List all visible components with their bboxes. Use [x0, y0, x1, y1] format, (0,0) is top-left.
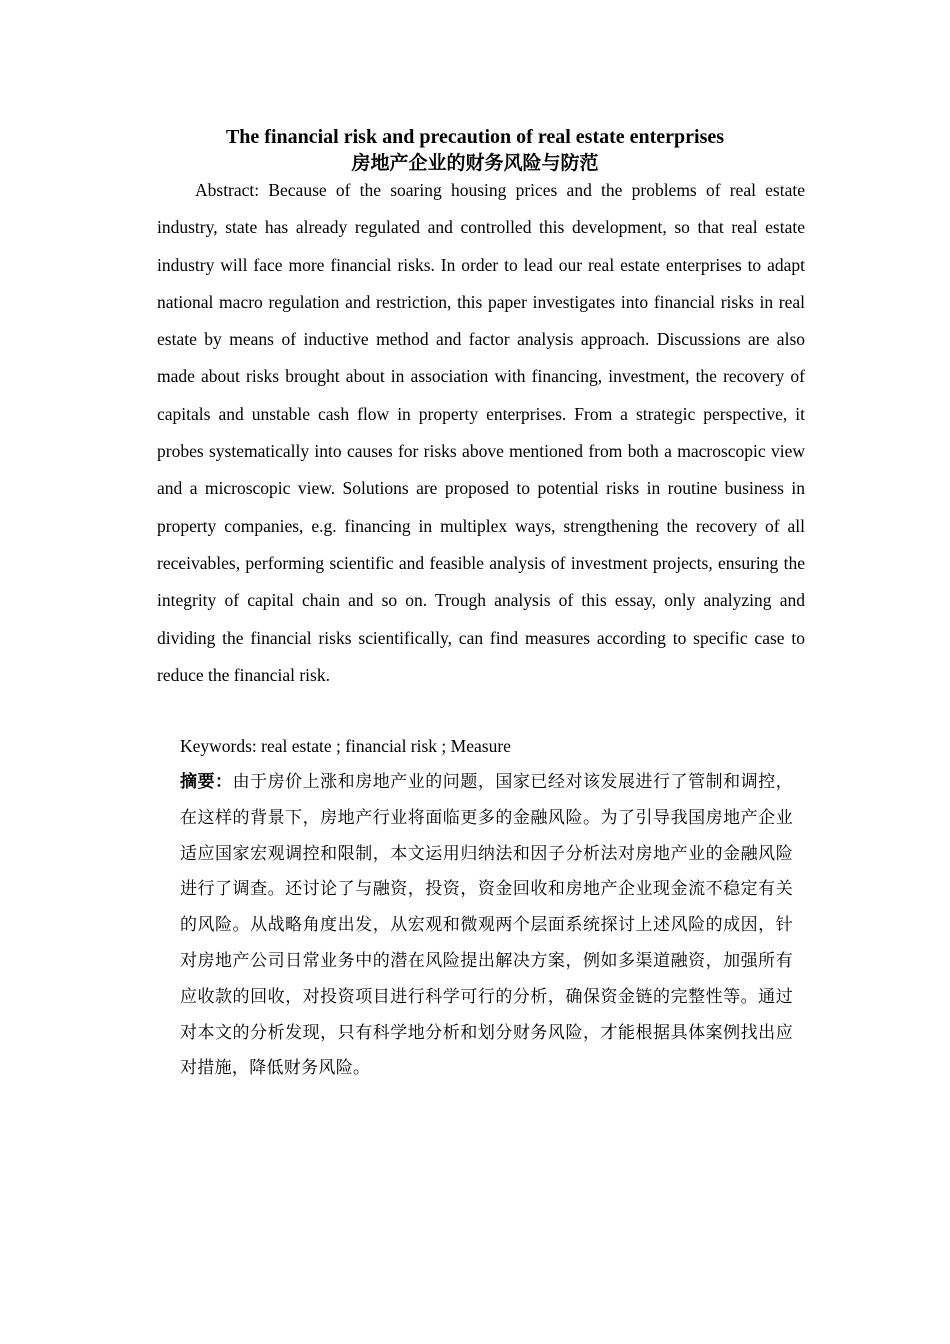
abstract-chinese-label: 摘要： — [180, 772, 233, 792]
title-chinese: 房地产企业的财务风险与防范 — [351, 152, 599, 174]
title-english: The financial risk and precaution of real estate enterprises — [225, 126, 725, 148]
abstract-english: Abstract: Because of the soaring housing prices and the problems of real estate industry, state has already regulated and controlled this development, so that real estate industry will face more financial risks. In order to lead our real estate enterprises to adapt national macro regulation and restriction, this paper investigates into financial risks in real estate by means of inductive method and factor analysis approach. Discussions are also made about risks brought about in association with financing, investment, the recovery of capitals and unstable cash flow in property enterprises. From a strategic perspective, it probes systematically into causes for risks above mentioned from both a macroscopic view and a microscopic view. Solutions are proposed to potential risks in routine business in property companies, e.g. financing in multiplex ways, strengthening the recovery of all receivables, performing scientific and feasible analysis of investment projects, ensuring the integrity of capital chain and so on. Trough analysis of this essay, only analyzing and dividing the financial risks scientifically, can find measures according to specific case to reduce the financial risk. — [157, 180, 805, 685]
abstract-chinese-text: 由于房价上涨和房地产业的问题，国家已经对该发展进行了管制和调控，在这样的背景下，房地产行业将面临更多的金融风险。为了引导我国房地产企业适应国家宏观调控和限制，本文运用归纳法和因子分析法对房地产业的金融风险进行了调查。还讨论了与融资，投资，资金回收和房地产企业现金流不稳定有关的风险。从战略角度出发，从宏观和微观两个层面系统探讨上述风险的成因，针对房地产公司日常业务中的潜在风险提出解决方案，例如多渠道融资，加强所有应收款的回收，对投资项目进行科学可行的分析，确保资金链的完整性等。通过对本文的分析发现，只有科学地分析和划分财务风险，才能根据具体案例找出应对措施，降低财务风险。 — [180, 772, 793, 1079]
abstract-chinese — [180, 765, 793, 1087]
keywords-line: Keywords: real estate ; financial risk ; Measure — [180, 736, 511, 756]
